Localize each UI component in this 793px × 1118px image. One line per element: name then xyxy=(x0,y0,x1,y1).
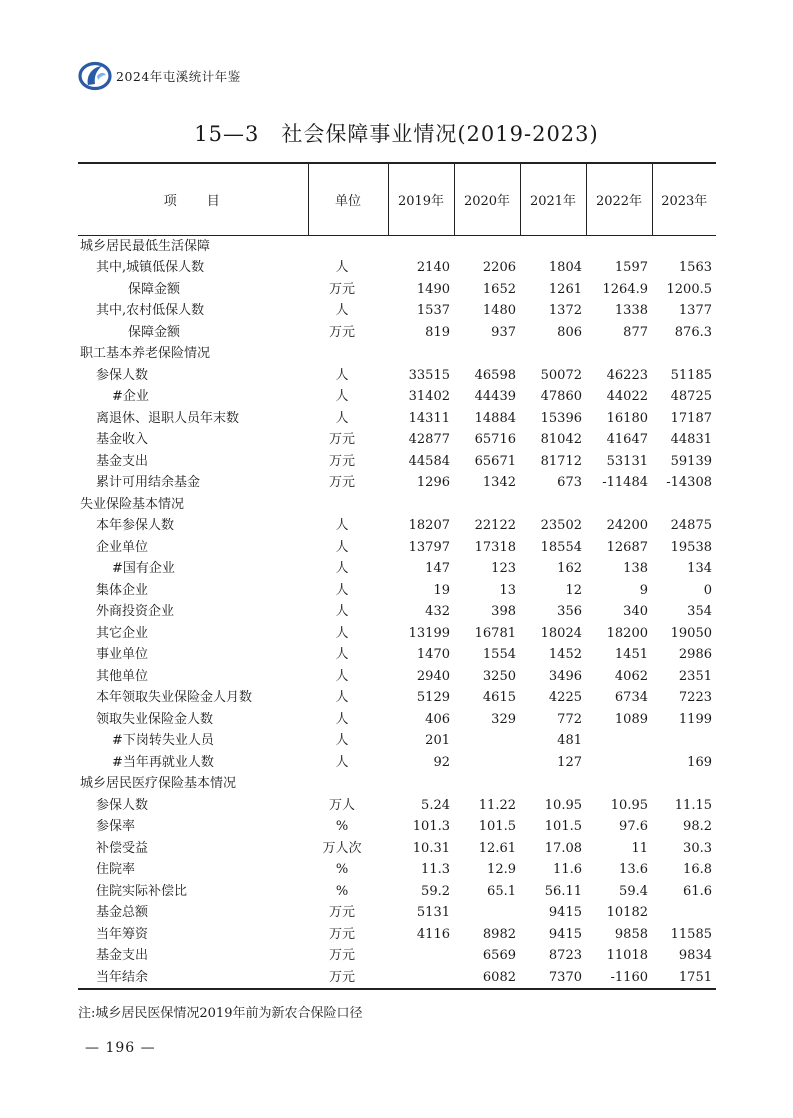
value-cell: 1338 xyxy=(614,303,648,318)
social-security-table xyxy=(78,162,716,990)
value-cell: -14308 xyxy=(666,475,712,490)
value-cell: 2940 xyxy=(416,668,450,684)
value-cell: 9415 xyxy=(548,905,582,920)
row-item-label: 保障金额 xyxy=(128,324,181,340)
value-cell: 98.2 xyxy=(683,819,712,834)
value-cell: 4225 xyxy=(548,690,582,705)
row-item-label: 其中,城镇低保人数 xyxy=(96,260,205,275)
value-cell: 51185 xyxy=(670,367,712,383)
value-cell: 12.9 xyxy=(487,862,516,877)
value-cell: 44831 xyxy=(670,432,712,447)
row-item-label: 住院实际补偿比 xyxy=(96,883,188,899)
table-row xyxy=(78,644,716,666)
row-unit: 万元 xyxy=(328,905,355,920)
value-cell: 11.15 xyxy=(674,797,712,813)
value-cell: 11 xyxy=(631,840,648,856)
value-cell: 101.5 xyxy=(544,819,582,834)
value-cell: 41647 xyxy=(606,432,648,447)
value-cell: 44439 xyxy=(474,389,516,404)
value-cell: 59.2 xyxy=(421,883,450,899)
table-row xyxy=(78,580,716,602)
row-unit: 万元 xyxy=(328,324,355,340)
row-unit: 人 xyxy=(335,668,349,684)
value-cell: 6082 xyxy=(454,967,520,990)
value-cell: -1160 xyxy=(586,967,652,990)
table-row xyxy=(78,816,716,838)
table-row xyxy=(78,235,716,257)
row-item-label: 城乡居民医疗保险基本情况 xyxy=(80,776,237,791)
value-cell: 3250 xyxy=(482,668,516,684)
value-cell xyxy=(454,773,520,795)
value-cell xyxy=(454,235,520,257)
yearbook-logo-icon xyxy=(78,60,112,92)
table-row xyxy=(78,924,716,946)
value-cell: 13199 xyxy=(408,625,450,641)
value-cell: 1490 xyxy=(416,281,450,297)
value-cell: 19050 xyxy=(670,625,712,641)
page-header xyxy=(78,60,241,92)
value-cell: 53131 xyxy=(606,453,648,469)
value-cell: 134 xyxy=(687,561,712,576)
value-cell: 340 xyxy=(623,604,648,619)
value-cell xyxy=(652,773,716,795)
value-cell xyxy=(652,902,716,924)
value-cell: 1470 xyxy=(416,647,450,662)
value-cell xyxy=(586,494,652,516)
value-cell: 13797 xyxy=(408,539,450,555)
value-cell: 147 xyxy=(425,561,450,576)
row-item-label: 补偿受益 xyxy=(96,840,149,856)
table-title-text: 社会保障事业情况(2019-2023) xyxy=(281,122,599,146)
value-cell: 19538 xyxy=(670,539,712,555)
column-header: 2021年 xyxy=(520,163,586,235)
table-row xyxy=(78,279,716,301)
table-row xyxy=(78,730,716,752)
value-cell xyxy=(586,773,652,795)
value-cell: 432 xyxy=(425,604,450,619)
value-cell: 18554 xyxy=(540,539,582,555)
value-cell: 12687 xyxy=(606,539,648,555)
table-row xyxy=(78,451,716,473)
value-cell xyxy=(454,752,520,774)
value-cell: 59.4 xyxy=(619,883,648,899)
value-cell: 1342 xyxy=(482,475,516,490)
value-cell: 10.95 xyxy=(610,797,648,813)
table-title xyxy=(0,118,793,148)
table-row xyxy=(78,859,716,881)
row-unit: 万元 xyxy=(328,948,355,963)
value-cell: 81712 xyxy=(540,453,582,469)
row-item-label: 基金收入 xyxy=(96,432,149,447)
row-unit: 人 xyxy=(335,367,349,383)
value-cell: 2986 xyxy=(678,647,712,662)
value-cell: 81042 xyxy=(540,432,582,447)
value-cell xyxy=(454,902,520,924)
row-item-label: 参保率 xyxy=(96,819,136,834)
table-row xyxy=(78,515,716,537)
row-item-label: 集体企业 xyxy=(96,582,149,598)
value-cell: 2351 xyxy=(678,668,712,684)
row-item-label: 参保人数 xyxy=(96,367,149,383)
row-item-label: 离退休、退职人员年末数 xyxy=(96,410,240,426)
value-cell: 44584 xyxy=(408,453,450,469)
value-cell: 5131 xyxy=(416,905,450,920)
row-item-label: 外商投资企业 xyxy=(96,604,175,619)
table-row xyxy=(78,558,716,580)
table-row xyxy=(78,343,716,365)
value-cell: 1537 xyxy=(416,303,450,318)
value-cell: 819 xyxy=(425,324,450,340)
value-cell: 4615 xyxy=(482,690,516,705)
row-unit xyxy=(308,773,388,795)
table-row xyxy=(78,967,716,990)
value-cell: 162 xyxy=(557,561,582,576)
value-cell: 127 xyxy=(557,754,582,770)
value-cell: 8982 xyxy=(482,926,516,942)
table-row xyxy=(78,881,716,903)
value-cell: 19 xyxy=(433,582,450,598)
value-cell: 59139 xyxy=(670,453,712,469)
row-unit: 人 xyxy=(335,604,349,619)
value-cell: 18200 xyxy=(606,625,648,641)
value-cell: 46598 xyxy=(474,367,516,383)
value-cell: 13 xyxy=(499,582,516,598)
value-cell: 1480 xyxy=(482,303,516,318)
value-cell: 17318 xyxy=(474,539,516,555)
value-cell: 12.61 xyxy=(478,840,516,856)
value-cell: 50072 xyxy=(540,367,582,383)
value-cell: 1199 xyxy=(678,711,712,727)
value-cell: 33515 xyxy=(408,367,450,383)
table-row xyxy=(78,945,716,967)
value-cell xyxy=(652,235,716,257)
value-cell: 65671 xyxy=(474,453,516,469)
row-unit: 人 xyxy=(335,625,349,641)
value-cell: -11484 xyxy=(602,475,648,490)
row-unit: 人 xyxy=(335,733,349,748)
value-cell: 1452 xyxy=(548,647,582,662)
value-cell: 24200 xyxy=(606,518,648,533)
row-unit: 人 xyxy=(335,260,349,275)
row-unit: 人 xyxy=(335,410,349,426)
value-cell: 9858 xyxy=(614,926,648,942)
table-row xyxy=(78,752,716,774)
value-cell xyxy=(388,494,454,516)
page-number: — 196 — xyxy=(85,1040,156,1056)
value-cell: 15396 xyxy=(540,410,582,426)
row-unit: % xyxy=(335,819,349,834)
value-cell xyxy=(388,773,454,795)
value-cell: 2140 xyxy=(416,260,450,275)
value-cell: 356 xyxy=(557,604,582,619)
row-unit: 万元 xyxy=(328,281,355,297)
row-unit: 人 xyxy=(335,754,349,770)
value-cell: 101.5 xyxy=(478,819,516,834)
value-cell: 1264.9 xyxy=(602,281,648,297)
table-row xyxy=(78,408,716,430)
value-cell: 1296 xyxy=(416,475,450,490)
value-cell: 1372 xyxy=(548,303,582,318)
table-row xyxy=(78,472,716,494)
value-cell: 16180 xyxy=(606,410,648,426)
table-row xyxy=(78,623,716,645)
value-cell: 481 xyxy=(557,733,582,748)
table-header-row xyxy=(78,163,716,235)
table-row xyxy=(78,795,716,817)
column-header: 2023年 xyxy=(652,163,716,235)
value-cell: 3496 xyxy=(548,668,582,684)
value-cell: 1597 xyxy=(614,260,648,275)
value-cell: 30.3 xyxy=(683,840,712,856)
value-cell: 11.3 xyxy=(421,862,450,877)
row-item-label: 城乡居民最低生活保障 xyxy=(80,238,211,254)
row-item-label: 累计可用结余基金 xyxy=(96,475,201,490)
value-cell: 23502 xyxy=(540,518,582,533)
value-cell: 92 xyxy=(433,754,450,770)
row-item-label: 住院率 xyxy=(96,862,136,877)
row-unit: 万元 xyxy=(328,453,355,469)
value-cell: 354 xyxy=(687,604,712,619)
value-cell: 47860 xyxy=(540,389,582,404)
value-cell: 56.11 xyxy=(544,883,582,899)
value-cell: 1089 xyxy=(614,711,648,727)
row-item-label: 本年领取失业保险金人月数 xyxy=(96,690,253,705)
value-cell xyxy=(652,343,716,365)
table-row xyxy=(78,687,716,709)
row-item-label: 当年结余 xyxy=(78,967,308,990)
table-row xyxy=(78,300,716,322)
row-item-label: 事业单位 xyxy=(96,647,149,662)
value-cell: 10182 xyxy=(606,905,648,920)
value-cell: 11.22 xyxy=(478,797,516,813)
value-cell: 10.31 xyxy=(412,840,450,856)
value-cell: 9 xyxy=(639,582,648,598)
column-header: 2022年 xyxy=(586,163,652,235)
value-cell: 877 xyxy=(623,324,648,340)
book-title: 2024年屯溪统计年鉴 xyxy=(116,69,241,84)
row-unit: 万元 xyxy=(328,475,355,490)
table-row xyxy=(78,709,716,731)
table-body xyxy=(78,235,716,989)
row-item-label: 保障金额 xyxy=(128,281,181,297)
value-cell: 1451 xyxy=(614,647,648,662)
value-cell xyxy=(652,730,716,752)
column-header: 2019年 xyxy=(388,163,454,235)
value-cell: 6734 xyxy=(614,690,648,705)
value-cell: 9415 xyxy=(548,926,582,942)
value-cell: 6569 xyxy=(482,948,516,963)
value-cell: 8723 xyxy=(548,948,582,963)
value-cell: 9834 xyxy=(678,948,712,963)
row-unit: 人 xyxy=(335,518,349,533)
value-cell: 2206 xyxy=(482,260,516,275)
value-cell: 24875 xyxy=(670,518,712,533)
value-cell: 1804 xyxy=(548,260,582,275)
value-cell: 4062 xyxy=(614,668,648,684)
column-header: 2020年 xyxy=(454,163,520,235)
row-item-label: 基金支出 xyxy=(96,948,149,963)
value-cell: 876.3 xyxy=(674,324,712,340)
row-item-label: #下岗转失业人员 xyxy=(112,733,214,748)
value-cell: 13.6 xyxy=(619,862,648,877)
table-row xyxy=(78,902,716,924)
table-row xyxy=(78,494,716,516)
value-cell: 31402 xyxy=(408,389,450,404)
table-row xyxy=(78,322,716,344)
value-cell: 806 xyxy=(557,324,582,340)
value-cell: 7370 xyxy=(520,967,586,990)
row-unit: 人 xyxy=(335,711,349,727)
value-cell: 46223 xyxy=(606,367,648,383)
value-cell: 0 xyxy=(703,582,712,598)
row-item-label: 当年筹资 xyxy=(96,926,149,942)
value-cell: 169 xyxy=(687,754,712,770)
row-unit xyxy=(308,235,388,257)
row-item-label: 其它企业 xyxy=(96,625,149,641)
value-cell xyxy=(454,343,520,365)
row-item-label: 基金支出 xyxy=(96,453,149,469)
value-cell xyxy=(454,730,520,752)
column-header: 项目 xyxy=(78,163,308,235)
value-cell: 1554 xyxy=(482,647,516,662)
value-cell xyxy=(388,967,454,990)
value-cell: 16.8 xyxy=(683,862,712,877)
value-cell: 16781 xyxy=(474,625,516,641)
value-cell: 1261 xyxy=(548,281,582,297)
value-cell: 10.95 xyxy=(544,797,582,813)
value-cell xyxy=(520,494,586,516)
row-item-label: 企业单位 xyxy=(96,539,149,555)
value-cell: 101.3 xyxy=(412,819,450,834)
row-unit: 人 xyxy=(335,690,349,705)
row-unit xyxy=(308,343,388,365)
table-row xyxy=(78,257,716,279)
value-cell: 123 xyxy=(491,561,516,576)
value-cell xyxy=(520,343,586,365)
table-row xyxy=(78,773,716,795)
table-row xyxy=(78,537,716,559)
row-unit: 人 xyxy=(335,303,349,318)
value-cell: 42877 xyxy=(408,432,450,447)
row-unit: 人 xyxy=(335,582,349,598)
value-cell: 937 xyxy=(491,324,516,340)
value-cell: 1200.5 xyxy=(666,281,712,297)
value-cell: 1652 xyxy=(482,281,516,297)
value-cell: 1377 xyxy=(678,303,712,318)
value-cell: 673 xyxy=(557,475,582,490)
footnote: 注:城乡居民医保情况2019年前为新农合保险口径 xyxy=(78,1006,363,1021)
value-cell xyxy=(454,494,520,516)
row-unit: 人 xyxy=(335,539,349,555)
value-cell xyxy=(586,730,652,752)
value-cell: 4116 xyxy=(416,926,450,942)
value-cell xyxy=(586,235,652,257)
value-cell: 14884 xyxy=(474,410,516,426)
row-unit: 人 xyxy=(335,561,349,576)
value-cell: 329 xyxy=(491,711,516,727)
row-unit: % xyxy=(335,883,349,899)
row-item-label: 基金总额 xyxy=(96,905,149,920)
value-cell: 18207 xyxy=(408,518,450,533)
value-cell xyxy=(586,752,652,774)
table-number: 15—3 xyxy=(194,122,260,146)
row-item-label: 其他单位 xyxy=(96,668,149,684)
value-cell xyxy=(388,235,454,257)
value-cell: 22122 xyxy=(474,518,516,533)
value-cell: 18024 xyxy=(540,625,582,641)
row-unit: 万元 xyxy=(328,926,355,942)
table-row xyxy=(78,429,716,451)
table-row xyxy=(78,601,716,623)
value-cell: 7223 xyxy=(678,690,712,705)
row-item-label: 失业保险基本情况 xyxy=(80,496,185,512)
value-cell xyxy=(388,945,454,967)
value-cell: 65716 xyxy=(474,432,516,447)
table-row xyxy=(78,386,716,408)
row-item-label: 本年参保人数 xyxy=(96,518,175,533)
table-row xyxy=(78,365,716,387)
value-cell: 398 xyxy=(491,604,516,619)
value-cell: 14311 xyxy=(408,410,450,426)
value-cell xyxy=(520,773,586,795)
table-row xyxy=(78,666,716,688)
value-cell xyxy=(388,343,454,365)
value-cell: 5129 xyxy=(416,690,450,705)
value-cell: 97.6 xyxy=(619,819,648,834)
row-unit: 万元 xyxy=(328,432,355,447)
table-row xyxy=(78,838,716,860)
row-unit: % xyxy=(335,862,349,877)
value-cell: 61.6 xyxy=(683,883,712,899)
row-item-label: #企业 xyxy=(112,389,149,404)
value-cell: 138 xyxy=(623,561,648,576)
value-cell: 1751 xyxy=(652,967,716,990)
row-item-label: #当年再就业人数 xyxy=(112,754,214,770)
value-cell: 5.24 xyxy=(421,797,450,813)
value-cell: 201 xyxy=(425,733,450,748)
value-cell: 1563 xyxy=(678,260,712,275)
value-cell: 406 xyxy=(425,711,450,727)
row-unit xyxy=(308,494,388,516)
value-cell xyxy=(586,343,652,365)
value-cell: 11018 xyxy=(606,948,648,963)
value-cell: 17187 xyxy=(670,410,712,426)
value-cell: 12 xyxy=(565,582,582,598)
value-cell xyxy=(652,494,716,516)
row-unit: 人 xyxy=(335,647,349,662)
value-cell xyxy=(520,235,586,257)
value-cell: 65.1 xyxy=(487,883,516,899)
row-unit: 万人 xyxy=(328,797,355,813)
value-cell: 11.6 xyxy=(553,862,582,877)
row-unit: 万元 xyxy=(308,967,388,990)
row-item-label: 领取失业保险金人数 xyxy=(96,711,214,727)
row-item-label: 参保人数 xyxy=(96,797,149,813)
row-item-label: #国有企业 xyxy=(112,561,175,576)
value-cell: 44022 xyxy=(606,389,648,404)
column-header: 单位 xyxy=(308,163,388,235)
row-item-label: 其中,农村低保人数 xyxy=(96,303,205,318)
value-cell: 772 xyxy=(557,711,582,727)
value-cell: 48725 xyxy=(670,389,712,404)
row-unit: 万人次 xyxy=(322,840,362,856)
row-item-label: 职工基本养老保险情况 xyxy=(80,346,211,361)
value-cell: 17.08 xyxy=(544,840,582,856)
row-unit: 人 xyxy=(335,389,349,404)
value-cell: 11585 xyxy=(670,926,712,942)
